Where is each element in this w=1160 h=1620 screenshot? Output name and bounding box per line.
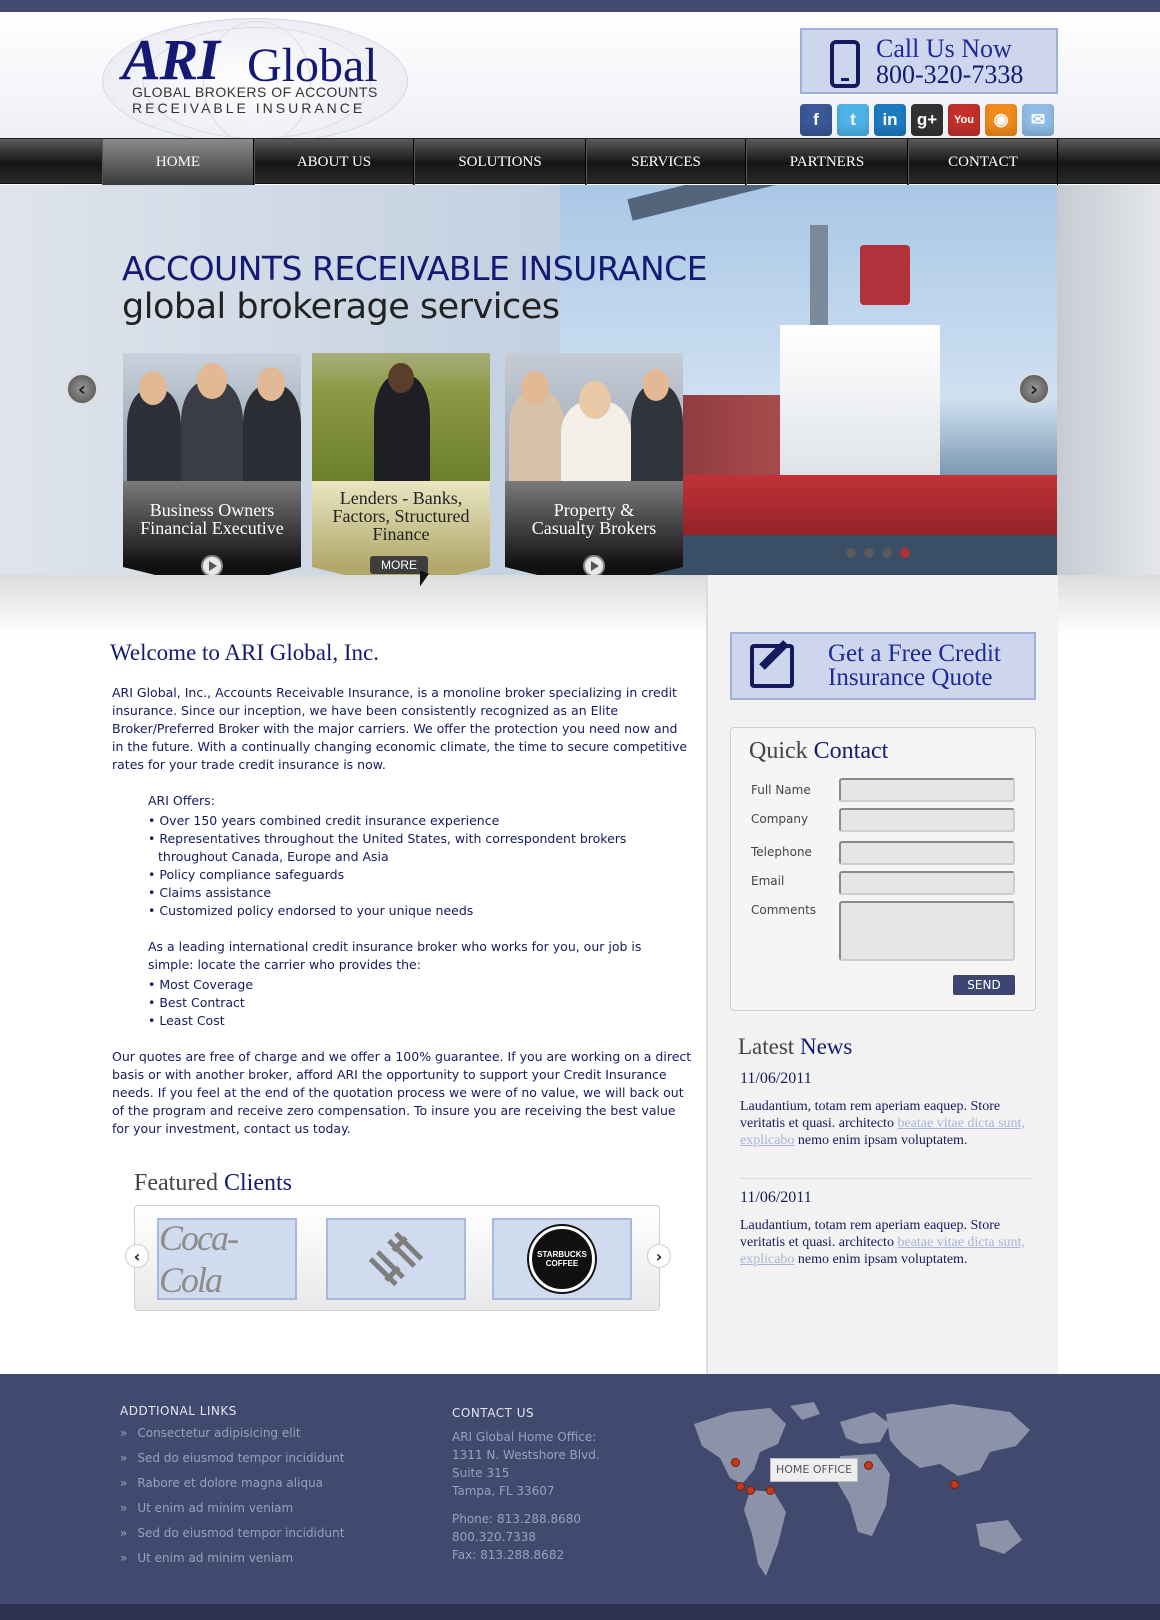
news-date: 11/06/2011 bbox=[740, 1189, 812, 1206]
additional-links-list bbox=[120, 1426, 344, 1576]
facebook-icon[interactable]: f bbox=[800, 104, 832, 136]
nav-services[interactable]: SERVICES bbox=[586, 139, 746, 185]
news-date: 11/06/2011 bbox=[740, 1070, 812, 1087]
slider-dot[interactable] bbox=[864, 548, 874, 558]
person-face bbox=[257, 367, 285, 401]
news-body bbox=[740, 1098, 1040, 1149]
latest-news-title bbox=[738, 1034, 852, 1060]
title-accent: Contact bbox=[813, 738, 889, 764]
address-line: 1311 N. Westshore Blvd. bbox=[452, 1448, 600, 1462]
title-part: Latest bbox=[738, 1034, 795, 1059]
footer-bottom-bar bbox=[0, 1604, 1160, 1620]
call-us-number[interactable]: 800-320-7338 bbox=[876, 60, 1024, 89]
chevron-right-icon: » bbox=[120, 1551, 128, 1565]
logo-tagline-2: RECEIVABLE INSURANCE bbox=[132, 100, 366, 116]
quick-contact-title bbox=[749, 738, 888, 765]
logo-global-text[interactable]: Global bbox=[247, 39, 378, 92]
solution-card-brokers[interactable] bbox=[505, 353, 683, 593]
free-quote-banner[interactable] bbox=[730, 632, 1036, 700]
crane-arm bbox=[627, 185, 1057, 221]
hero-edge-shade bbox=[1057, 185, 1160, 575]
card-label-line: Financial Executive bbox=[140, 518, 284, 538]
slider-dot[interactable] bbox=[846, 548, 856, 558]
site-header bbox=[0, 12, 1160, 138]
address-line: Tampa, FL 33607 bbox=[452, 1484, 555, 1498]
card-label-line: Finance bbox=[372, 524, 430, 544]
card-label bbox=[123, 501, 301, 537]
map-pin-icon[interactable] bbox=[766, 1486, 775, 1495]
woven-logo-icon bbox=[364, 1227, 428, 1291]
news-text-tail: nemo enim ipsam voluptatem. bbox=[797, 1133, 968, 1148]
google-plus-icon[interactable]: g+ bbox=[911, 104, 943, 136]
hero-slider bbox=[0, 185, 1160, 575]
title-accent: Clients bbox=[223, 1170, 292, 1196]
brokers-team-photo bbox=[505, 353, 683, 481]
news-text-tail: nemo enim ipsam voluptatem. bbox=[797, 1252, 968, 1267]
nav-partners[interactable]: PARTNERS bbox=[746, 139, 908, 185]
company-label: Company bbox=[751, 812, 809, 826]
footer-link-label: Sed do eiusmod tempor incididunt bbox=[137, 1451, 345, 1465]
logo-tagline-1: GLOBAL BROKERS OF ACCOUNTS bbox=[132, 84, 378, 100]
footer-link[interactable] bbox=[120, 1551, 344, 1576]
solution-card-lenders[interactable] bbox=[312, 353, 490, 593]
list-item: • Customized policy endorsed to your unique needs bbox=[148, 903, 474, 918]
footer-link[interactable] bbox=[120, 1476, 344, 1501]
edit-icon bbox=[750, 644, 794, 688]
card-label-line: Casualty Brokers bbox=[531, 518, 657, 538]
map-pin-icon[interactable] bbox=[746, 1486, 755, 1495]
email-field[interactable] bbox=[839, 871, 1015, 895]
mobile-phone-icon bbox=[830, 40, 860, 88]
news-link[interactable]: beatae vitae dicta sunt, explicabo bbox=[740, 1116, 1025, 1148]
comments-field[interactable] bbox=[839, 901, 1015, 961]
footer-link[interactable] bbox=[120, 1451, 344, 1476]
more-button[interactable]: MORE bbox=[370, 556, 428, 574]
person-face bbox=[139, 371, 167, 405]
offers-list-block bbox=[148, 792, 688, 920]
title-part: Featured bbox=[134, 1170, 218, 1196]
slider-dot[interactable] bbox=[882, 548, 892, 558]
clients-prev-arrow-icon[interactable]: ‹ bbox=[125, 1244, 149, 1268]
card-label-line: Property & bbox=[553, 500, 635, 520]
hero-title: ACCOUNTS RECEIVABLE INSURANCE bbox=[122, 249, 708, 288]
full-name-field[interactable] bbox=[839, 778, 1015, 802]
nav-solutions[interactable]: SOLUTIONS bbox=[414, 139, 586, 185]
list-item: • Claims assistance bbox=[148, 885, 272, 900]
person-head bbox=[388, 363, 414, 393]
nav-about-us[interactable]: ABOUT US bbox=[254, 139, 414, 185]
chevron-right-icon: » bbox=[120, 1501, 128, 1515]
footer-link-label: Consectetur adipisicing elit bbox=[137, 1426, 301, 1440]
linkedin-icon[interactable]: in bbox=[874, 104, 906, 136]
social-icons bbox=[800, 104, 1054, 136]
hero-subtitle: global brokerage services bbox=[122, 287, 560, 327]
phone-line: 800.320.7338 bbox=[452, 1530, 536, 1544]
card-label bbox=[312, 489, 490, 543]
email-label: Email bbox=[751, 874, 785, 888]
list-item: • Best Contract bbox=[148, 995, 245, 1010]
chevron-right-icon: » bbox=[120, 1526, 128, 1540]
map-pin-icon[interactable] bbox=[950, 1480, 959, 1489]
chevron-right-icon: » bbox=[120, 1426, 128, 1440]
ship-bridge bbox=[780, 325, 940, 477]
footer-contact-info bbox=[452, 1428, 600, 1564]
phone-line: Phone: 813.288.8680 bbox=[452, 1512, 582, 1526]
intro-paragraph: ARI Global, Inc., Accounts Receivable Insurance, is a monoline broker specializing in credit insurance. Since our inception, we have been consistently recognized as an Elite Broker/Preferred Broker with the major carriers. We offer the protection you need now and in the future. With a continually changing economic climate, the time to secure competitive rates for your trade credit insurance is now. bbox=[112, 685, 688, 772]
play-icon[interactable] bbox=[583, 555, 605, 577]
slider-dots bbox=[846, 548, 910, 558]
offers-list bbox=[148, 812, 688, 920]
top-accent-bar bbox=[0, 0, 1160, 12]
company-field[interactable] bbox=[839, 808, 1015, 832]
leading-list bbox=[148, 976, 688, 1030]
logo-ari-text[interactable]: ARI bbox=[122, 27, 219, 92]
business-team-photo bbox=[123, 353, 301, 481]
news-item bbox=[740, 1070, 1040, 1149]
client-logo-starbucks[interactable] bbox=[492, 1218, 632, 1300]
news-divider bbox=[740, 1178, 1032, 1179]
list-item: • Representatives throughout the United States, with correspondent brokers throughout Canada, Europe and Asia bbox=[148, 831, 627, 864]
address-line: Suite 315 bbox=[452, 1466, 510, 1480]
map-pin-icon[interactable] bbox=[731, 1458, 740, 1467]
person-face bbox=[643, 369, 669, 401]
leading-heading: As a leading international credit insurance broker who works for you, our job is simple: locate the carrier who provides the: bbox=[148, 939, 642, 972]
address-line: ARI Global Home Office: bbox=[452, 1430, 597, 1444]
chevron-right-icon: » bbox=[120, 1451, 128, 1465]
clients-next-arrow-icon[interactable]: › bbox=[647, 1244, 671, 1268]
hero-prev-arrow-icon[interactable]: ‹ bbox=[66, 373, 98, 405]
slider-dot-active[interactable] bbox=[900, 548, 910, 558]
client-logo-woven[interactable] bbox=[326, 1218, 466, 1300]
person-face bbox=[197, 363, 227, 399]
footer-link[interactable] bbox=[120, 1426, 344, 1451]
map-pin-icon[interactable] bbox=[736, 1482, 745, 1491]
list-item: • Policy compliance safeguards bbox=[148, 867, 345, 882]
home-office-map-label: HOME OFFICE bbox=[770, 1458, 858, 1482]
email-icon[interactable]: ✉ bbox=[1022, 104, 1054, 136]
fax-line: Fax: 813.288.8682 bbox=[452, 1548, 565, 1562]
news-text: Laudantium, totam rem aperiam eaquep. Store veritatis et quasi. architecto bbox=[740, 1218, 1001, 1250]
card-label-line: Lenders - Banks, bbox=[339, 488, 463, 508]
mouse-cursor-icon bbox=[420, 570, 429, 589]
field-businessman-photo bbox=[312, 353, 490, 481]
rss-icon[interactable]: ◉ bbox=[985, 104, 1017, 136]
additional-links-heading: ADDTIONAL LINKS bbox=[120, 1404, 237, 1418]
quote-line: Get a Free Credit bbox=[828, 640, 1001, 667]
call-us-box bbox=[800, 28, 1058, 94]
nav-home[interactable]: HOME bbox=[102, 139, 254, 185]
youtube-icon[interactable]: You bbox=[948, 104, 980, 136]
footer-link-label: Ut enim ad minim veniam bbox=[137, 1551, 294, 1565]
footer-link[interactable] bbox=[120, 1526, 344, 1551]
person-face bbox=[579, 381, 611, 419]
play-icon[interactable] bbox=[201, 555, 223, 577]
free-quote-text bbox=[828, 642, 1001, 690]
footer-link-label: Ut enim ad minim veniam bbox=[137, 1501, 294, 1515]
footer-link-label: Rabore et dolore magna aliqua bbox=[137, 1476, 324, 1490]
news-body bbox=[740, 1217, 1040, 1268]
world-map-graphic bbox=[690, 1394, 1034, 1600]
quick-contact-form bbox=[730, 727, 1036, 1011]
news-link[interactable]: beatae vitae dicta sunt, explicabo bbox=[740, 1235, 1025, 1267]
quotes-paragraph: Our quotes are free of charge and we offer a 100% guarantee. If you are working on a direct basis or with another broker, afford ARI the opportunity to support your Credit Insurance needs. If you feel at the end of the quotation process we were of no value, we will back out of the program and receive zero compensation. To insure you are receiving the best value for your investment, contact us today. bbox=[112, 1049, 692, 1136]
quote-line: Insurance Quote bbox=[828, 664, 993, 691]
offers-heading: ARI Offers: bbox=[148, 793, 215, 808]
cocacola-logo-text: Coca-Cola bbox=[159, 1218, 237, 1300]
leading-block bbox=[148, 938, 688, 1030]
twitter-icon[interactable]: t bbox=[837, 104, 869, 136]
crane-cab bbox=[860, 245, 910, 305]
list-item: • Over 150 years combined credit insurance experience bbox=[148, 813, 500, 828]
telephone-field[interactable] bbox=[839, 841, 1015, 865]
map-pin-icon[interactable] bbox=[864, 1461, 873, 1470]
title-part: Quick bbox=[749, 738, 808, 764]
footer-link[interactable] bbox=[120, 1501, 344, 1526]
comments-label: Comments bbox=[751, 903, 817, 917]
spacer bbox=[452, 1500, 600, 1510]
card-label-line: Factors, Structured bbox=[332, 506, 470, 526]
call-us-title: Call Us Now bbox=[876, 34, 1012, 63]
footer-link-label: Sed do eiusmod tempor incididunt bbox=[137, 1526, 345, 1540]
featured-clients-title bbox=[134, 1170, 292, 1197]
starbucks-logo-icon: STARBUCKS COFFEE bbox=[529, 1226, 595, 1292]
card-label bbox=[505, 501, 683, 537]
list-item: • Most Coverage bbox=[148, 977, 254, 992]
featured-clients-carousel bbox=[133, 1205, 663, 1311]
news-item bbox=[740, 1189, 1040, 1268]
news-text: Laudantium, totam rem aperiam eaquep. Store veritatis et quasi. architecto bbox=[740, 1099, 1001, 1131]
client-logo-cocacola[interactable] bbox=[157, 1218, 297, 1300]
contact-us-heading: CONTACT US bbox=[452, 1406, 535, 1420]
person-face bbox=[521, 371, 549, 405]
nav-contact[interactable]: CONTACT bbox=[908, 139, 1058, 185]
list-item: • Least Cost bbox=[148, 1013, 225, 1028]
send-button[interactable]: SEND bbox=[953, 975, 1015, 995]
full-name-label: Full Name bbox=[751, 783, 811, 797]
title-accent: News bbox=[799, 1034, 853, 1059]
hero-next-arrow-icon[interactable]: › bbox=[1018, 373, 1050, 405]
solution-card-business-owners[interactable] bbox=[123, 353, 301, 593]
welcome-title: Welcome to ARI Global, Inc. bbox=[110, 640, 379, 665]
main-navigation bbox=[0, 138, 1160, 184]
card-label-line: Business Owners bbox=[149, 500, 275, 520]
chevron-right-icon: » bbox=[120, 1476, 128, 1490]
telephone-label: Telephone bbox=[751, 845, 812, 859]
